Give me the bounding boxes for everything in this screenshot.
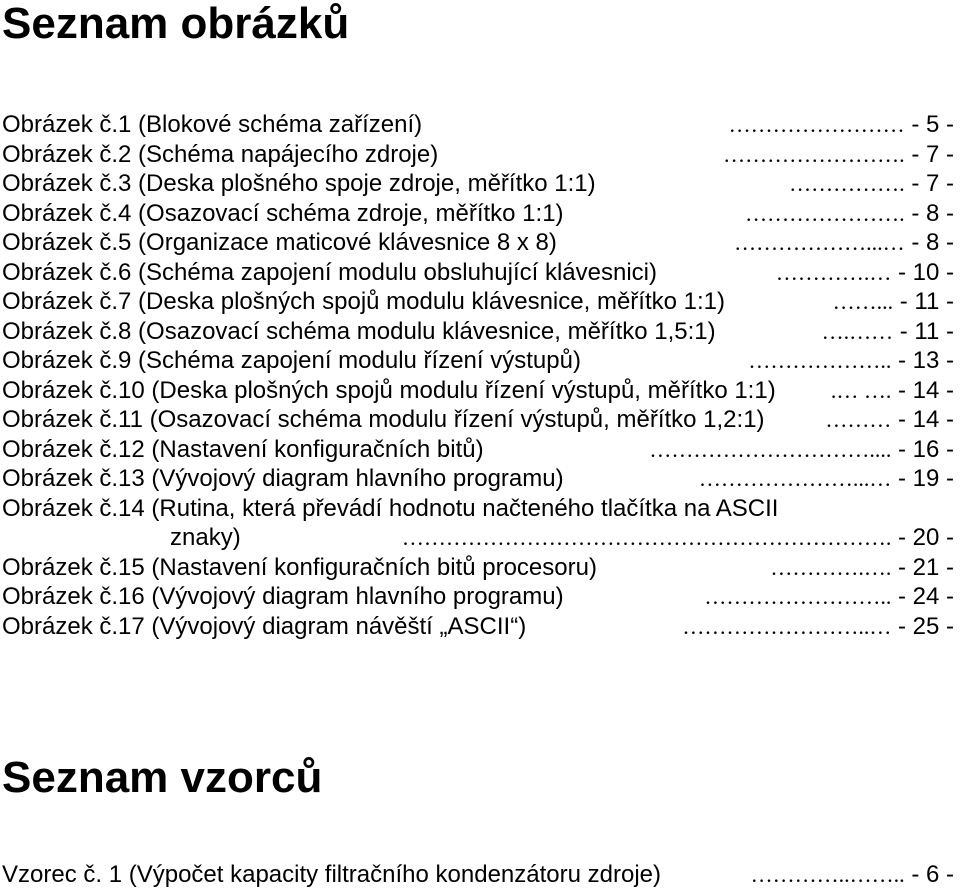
figure-entry-16[interactable]	[2, 582, 954, 612]
page-number: - 8 -	[904, 229, 954, 256]
figure-entry-11[interactable]	[2, 405, 954, 435]
equation-list	[2, 860, 954, 890]
leader-and-page	[704, 582, 954, 612]
dot-leader: ……...	[832, 289, 894, 314]
page-number: - 7 -	[904, 140, 954, 168]
figure-entry-15[interactable]	[2, 553, 954, 583]
dot-leader: ….……	[821, 318, 894, 344]
leader-and-page	[729, 110, 954, 140]
dot-leader: ………	[825, 407, 892, 432]
figure-entry-5[interactable]	[2, 228, 954, 258]
figures-heading: Seznam obrázků	[2, 0, 350, 48]
leader-and-page	[833, 287, 954, 317]
dot-leader: …………………...…	[698, 466, 892, 491]
figure-title: Obrázek č.3 (Deska plošného spoje zdroje, měřítko 1:1)	[2, 170, 596, 197]
leader-and-page	[776, 258, 954, 288]
page-number: - 6 -	[904, 861, 954, 888]
page-number: - 16 -	[891, 435, 954, 463]
figure-entry-13[interactable]	[2, 464, 954, 494]
equation-title: Vzorec č. 1 (Výpočet kapacity filtračního kondenzátoru zdroje)	[2, 861, 661, 888]
leader-and-page	[723, 140, 954, 170]
leader-and-page	[789, 169, 954, 199]
leader-and-page	[649, 435, 954, 465]
figure-title: Obrázek č.7 (Deska plošných spojů modulu klávesnice, měřítko 1:1)	[2, 288, 725, 315]
page-number: - 20 -	[891, 524, 954, 551]
figure-title-line-1: Obrázek č.14 (Rutina, která převádí hodnotu načteného tlačítka na ASCII	[2, 494, 779, 522]
dot-leader: ………………………………………………………….	[401, 525, 892, 550]
page-number: - 21 -	[891, 553, 954, 581]
dot-leader: ………….….	[770, 554, 892, 580]
page-number: - 11 -	[893, 288, 954, 315]
figure-entry-4[interactable]	[2, 199, 954, 229]
page-number: - 7 -	[904, 170, 954, 197]
dot-leader: …………….	[789, 171, 905, 196]
dot-leader: …………………….	[723, 141, 905, 167]
leader-and-page	[699, 464, 954, 494]
equation-entry-1[interactable]	[2, 860, 954, 890]
leader-and-page	[751, 860, 954, 890]
page-number: - 8 -	[904, 199, 954, 227]
figure-title: Obrázek č.11 (Osazovací schéma modulu řízení výstupů, měřítko 1,2:1)	[2, 406, 765, 433]
page-number: - 25 -	[891, 612, 954, 640]
leader-and-page	[682, 612, 954, 642]
dot-leader: ………………...…	[734, 230, 905, 255]
figure-title: Obrázek č.1 (Blokové schéma zařízení)	[2, 111, 423, 138]
page-number: - 14 -	[891, 376, 954, 404]
figure-title: Obrázek č.2 (Schéma napájecího zdroje)	[2, 140, 439, 168]
figure-entry-2[interactable]	[2, 140, 954, 170]
figure-title: Obrázek č.16 (Vývojový diagram hlavního programu)	[2, 583, 564, 610]
dot-leader: ………………..	[748, 348, 892, 373]
page-number: - 10 -	[891, 258, 954, 286]
dot-leader: …………..……..	[750, 862, 905, 887]
figure-title: Obrázek č.8 (Osazovací schéma modulu klávesnice, měřítko 1,5:1)	[2, 317, 716, 345]
page-number: - 11 -	[893, 317, 954, 345]
figure-title: Obrázek č.10 (Deska plošných spojů modulu řízení výstupů, měřítko 1:1)	[2, 376, 776, 404]
leader-and-page	[734, 228, 954, 258]
dot-leader: .… ….	[830, 377, 892, 403]
page-number: - 14 -	[891, 406, 954, 433]
dot-leader: …………………………....	[649, 436, 892, 462]
leader-and-page	[825, 405, 954, 435]
figure-entry-12[interactable]	[2, 435, 954, 465]
figure-title: Obrázek č.12 (Nastavení konfiguračních bitů)	[2, 435, 484, 463]
figure-entry-17[interactable]	[2, 612, 954, 642]
dot-leader: ……………………	[728, 112, 905, 137]
dot-leader: ………….…	[775, 259, 892, 285]
leader-and-page	[770, 553, 954, 583]
page-number: - 13 -	[891, 347, 954, 374]
dot-leader: ……………………..	[704, 584, 892, 609]
figure-entry-9[interactable]	[2, 346, 954, 376]
page-number: - 19 -	[891, 465, 954, 492]
figure-title: Obrázek č.17 (Vývojový diagram návěští „ASCII“)	[2, 612, 527, 640]
figure-title: Obrázek č.5 (Organizace maticové klávesnice 8 x 8)	[2, 229, 557, 256]
figure-entry-14[interactable]	[2, 494, 954, 553]
figure-entry-8[interactable]	[2, 317, 954, 347]
figure-title: Obrázek č.4 (Osazovací schéma zdroje, měřítko 1:1)	[2, 199, 564, 227]
figure-entry-6[interactable]	[2, 258, 954, 288]
leader-and-page	[745, 199, 954, 229]
dot-leader: ………………….	[745, 200, 905, 226]
figure-title: Obrázek č.9 (Schéma zapojení modulu řízení výstupů)	[2, 347, 581, 374]
dot-leader: ……………………..…	[682, 613, 892, 639]
page-number: - 5 -	[904, 111, 954, 138]
leader-and-page	[402, 523, 954, 553]
figure-entry-1[interactable]	[2, 110, 954, 140]
leader-and-page	[748, 346, 954, 376]
figure-list	[2, 110, 954, 641]
leader-and-page	[822, 317, 954, 347]
figure-entry-10[interactable]	[2, 376, 954, 406]
equations-heading: Seznam vzorců	[2, 753, 323, 802]
figure-title-line-2: znaky)	[170, 524, 241, 551]
figure-title: Obrázek č.15 (Nastavení konfiguračních bitů procesoru)	[2, 553, 597, 581]
figure-entry-7[interactable]	[2, 287, 954, 317]
page-number: - 24 -	[891, 583, 954, 610]
leader-and-page	[831, 376, 954, 406]
figure-title: Obrázek č.6 (Schéma zapojení modulu obsluhující klávesnici)	[2, 258, 657, 286]
figure-entry-3[interactable]	[2, 169, 954, 199]
figure-title: Obrázek č.13 (Vývojový diagram hlavního programu)	[2, 465, 564, 492]
